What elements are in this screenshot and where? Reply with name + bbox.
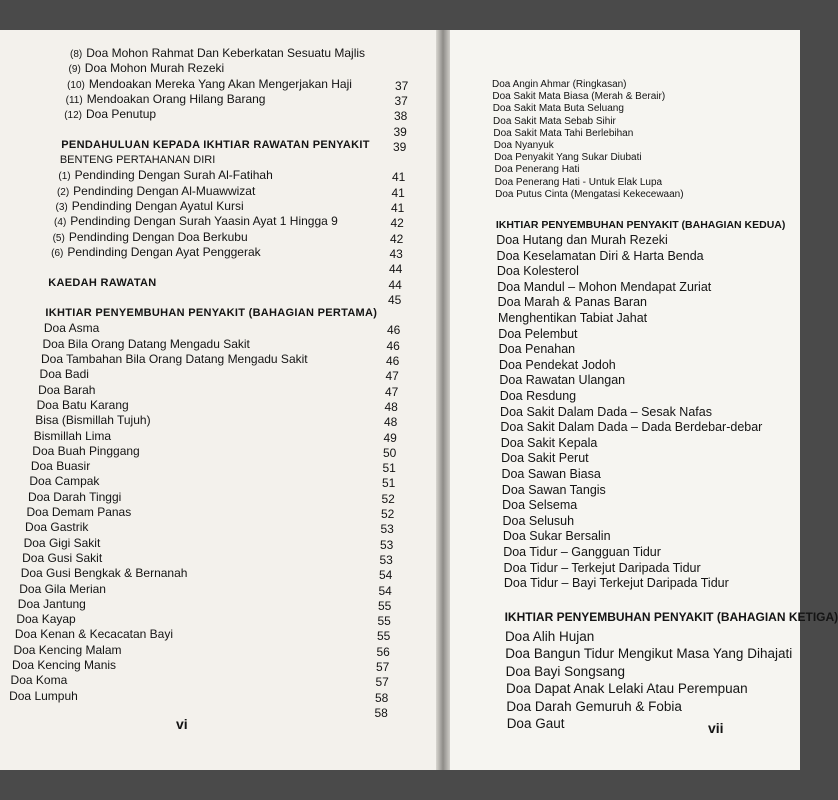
entry-title: BENTENG PERTAHANAN DIRI	[59, 154, 216, 167]
entry-page-number: 51	[382, 461, 396, 476]
entry-page-number: 58	[375, 690, 389, 705]
entry-page-number: 42	[390, 216, 404, 231]
toc-entry: Doa Rawatan Ulangan	[499, 373, 626, 388]
toc-entry: Doa Sakit Dalam Dada – Dada Berdebar-debar	[500, 420, 763, 435]
entry-number: (6)	[51, 247, 64, 259]
entry-title: Doa Mohon Rahmat Dan Keberkatan Sesuatu Majlis	[86, 46, 366, 60]
toc-entry: Doa Penerang Hati - Untuk Elak Lupa	[494, 176, 663, 188]
entry-page-number: 38	[394, 109, 408, 124]
entry-page-number: 52	[381, 507, 395, 521]
entry-title: Pendinding Dengan Al-Muawwizat	[73, 183, 256, 198]
page-number-right: vii	[708, 720, 724, 736]
toc-entry: Doa Sakit Mata Sebab Sihir	[493, 115, 616, 127]
toc-entry	[16, 612, 75, 626]
toc-entry: Doa Selusuh	[502, 513, 575, 528]
toc-entry	[41, 352, 308, 366]
toc-entry: Doa Marah & Panas Baran	[497, 295, 647, 310]
toc-entry: Doa Bayi Songsang	[505, 663, 625, 679]
toc-entry: Doa Putus Cinta (Mengatasi Kekecewaan)	[495, 188, 684, 200]
toc-entry	[18, 597, 86, 611]
entry-title: KAEDAH RAWATAN	[48, 276, 157, 289]
section-heading: IKHTIAR PENYEMBUHAN PENYAKIT (BAHAGIAN KEDUA)	[495, 219, 786, 231]
entry-number: (1)	[58, 171, 71, 183]
toc-entry	[11, 673, 68, 687]
entry-page-number: 41	[392, 170, 406, 185]
entry-title: Doa Jantung	[17, 596, 86, 611]
entry-page-number: 37	[395, 78, 409, 93]
entry-title: Pendinding Dengan Ayat Penggerak	[67, 244, 261, 259]
entry-page-number: 48	[384, 415, 398, 430]
entry-title: Doa Buasir	[30, 459, 91, 474]
entry-number: (4)	[54, 217, 67, 229]
toc-entry	[58, 168, 272, 184]
right-page	[446, 30, 838, 770]
entry-title: Doa Gila Merian	[19, 581, 106, 596]
toc-entry: Doa Hutang dan Murah Rezeki	[496, 233, 668, 247]
entry-page-number: 55	[378, 598, 392, 613]
toc-entry: Doa Gaut	[506, 716, 565, 732]
entry-title: Pendinding Dengan Surah Al-Fatihah	[74, 168, 273, 183]
toc-entry: Doa Tidur – Terkejut Daripada Tidur	[503, 560, 701, 575]
entry-title: Pendinding Dengan Surah Yaasin Ayat 1 Hingga 9	[70, 214, 338, 229]
entry-title: Doa Asma	[43, 321, 100, 336]
toc-entry: Doa Dapat Anak Lelaki Atau Perempuan	[506, 681, 748, 697]
toc-entry	[60, 153, 215, 167]
toc-entry	[61, 138, 369, 152]
toc-entry: Doa Mandul – Mohon Mendapat Zuriat	[497, 279, 712, 294]
entry-title: Mendoakan Mereka Yang Akan Mengerjakan Haji	[88, 76, 352, 91]
entry-page-number: 46	[387, 323, 401, 338]
toc-entry: Doa Penerang Hati	[494, 164, 580, 176]
book-spread	[0, 30, 838, 770]
entry-number: (5)	[52, 232, 65, 244]
entry-page-number: 55	[377, 614, 391, 629]
toc-entry: Doa Nyanyuk	[493, 140, 554, 151]
entry-page-number: 53	[380, 522, 394, 537]
entry-number: (9)	[68, 64, 81, 76]
entry-number: (11)	[65, 94, 83, 106]
toc-entry	[67, 77, 352, 93]
toc-entry	[9, 689, 78, 703]
entry-page-number: 44	[388, 277, 402, 292]
entry-page-number: 57	[376, 660, 390, 674]
entry-page-number: 49	[383, 430, 397, 445]
toc-entry	[70, 46, 365, 62]
toc-entry	[12, 658, 116, 672]
entry-title: PENDAHULUAN KEPADA IKHTIAR RAWATAN PENYAKIT	[61, 138, 370, 151]
entry-title: Pendinding Dengan Doa Berkubu	[68, 229, 248, 244]
toc-entry: Doa Sakit Mata Buta Seluang	[492, 103, 624, 115]
left-page	[0, 30, 442, 770]
toc-entry: Doa Sawan Tangis	[501, 482, 606, 497]
entry-page-number: 57	[375, 675, 389, 690]
entry-page-number: 42	[390, 231, 404, 246]
toc-entry: Doa Sawan Biasa	[501, 467, 601, 481]
entry-page-number: 54	[378, 583, 392, 598]
toc-entry	[37, 398, 129, 412]
toc-entry: Doa Pelembut	[498, 326, 578, 341]
toc-entry: Doa Tidur – Bayi Terkejut Daripada Tidur	[503, 576, 729, 591]
entry-title: Doa Kencing Manis	[12, 658, 117, 672]
entry-title: Doa Penutup	[85, 107, 157, 122]
entry-title: Doa Bila Orang Datang Mengadu Sakit	[42, 336, 250, 351]
entry-page-number: 37	[394, 93, 408, 108]
toc-entry: Doa Sakit Mata Tahi Berlebihan	[493, 127, 634, 139]
entry-page-number: 41	[391, 201, 405, 215]
entry-page-number: 39	[393, 139, 407, 154]
toc-entry	[35, 413, 150, 427]
toc-entry: Doa Sakit Kepala	[500, 435, 598, 450]
entry-page-number: 55	[377, 629, 391, 644]
toc-entry	[24, 536, 101, 550]
toc-entry	[28, 490, 121, 504]
entry-page-number: 52	[381, 491, 395, 506]
toc-entry: Doa Resdung	[499, 389, 577, 403]
entry-title: Doa Koma	[10, 673, 68, 688]
toc-entry: Doa Selsema	[502, 498, 578, 513]
entry-number: (2)	[56, 186, 70, 198]
entry-title: Doa Kenan & Kecacatan Bayi	[14, 627, 173, 642]
entry-page-number: 47	[385, 384, 399, 399]
entry-title: Doa Mohon Murah Rezeki	[84, 61, 225, 76]
toc-entry	[64, 107, 156, 123]
entry-title: Doa Campak	[29, 474, 100, 489]
toc-entry: Doa Sakit Perut	[501, 451, 589, 466]
toc-entry: Menghentikan Tabiat Jahat	[497, 311, 648, 325]
toc-entry	[66, 92, 266, 108]
entry-title: Doa Darah Tinggi	[27, 489, 122, 504]
toc-entry	[19, 582, 106, 596]
toc-entry: Doa Penahan	[498, 342, 576, 357]
toc-entry	[21, 566, 188, 580]
entry-page-number: 54	[379, 568, 393, 583]
entry-number: (10)	[67, 79, 85, 91]
entry-page-number: 44	[389, 262, 403, 277]
toc-entry	[48, 276, 156, 290]
entry-title: Mendoakan Orang Hilang Barang	[86, 91, 266, 106]
toc-entry: Doa Alih Hujan	[504, 628, 595, 644]
toc-entry: Doa Kolesterol	[496, 264, 579, 279]
toc-entry: Doa Sakit Mata Biasa (Merah & Berair)	[492, 91, 666, 103]
entry-title: Doa Kayap	[16, 612, 76, 627]
entry-title: Bisa (Bismillah Tujuh)	[35, 413, 151, 428]
toc-entry: Doa Penyakit Yang Sukar Diubati	[494, 152, 642, 164]
entry-page-number: 41	[391, 185, 405, 200]
entry-title: Doa Gusi Bengkak & Bernanah	[20, 566, 188, 581]
entry-page-number: 56	[376, 644, 390, 659]
entry-title: Doa Gusi Sakit	[22, 550, 103, 565]
toc-entry: Doa Angin Ahmar (Ringkasan)	[492, 79, 627, 90]
entry-page-number: 50	[383, 445, 397, 460]
toc-entry	[40, 367, 89, 381]
entry-title: Doa Lumpuh	[9, 688, 78, 703]
toc-entry: Doa Tidur – Gangguan Tidur	[503, 545, 661, 559]
entry-title: Bismillah Lima	[33, 428, 112, 443]
entry-number: (8)	[70, 49, 83, 60]
toc-entry	[32, 444, 139, 458]
toc-entry	[29, 474, 99, 488]
toc-entry: Doa Sukar Bersalin	[502, 529, 611, 544]
entry-page-number: 43	[389, 246, 403, 261]
entry-page-number: 47	[385, 369, 399, 384]
entry-number: (12)	[64, 110, 82, 122]
entry-title: IKHTIAR PENYEMBUHAN PENYAKIT (BAHAGIAN PERTAMA)	[45, 307, 378, 320]
toc-entry	[25, 520, 88, 534]
entry-title: Doa Gigi Sakit	[23, 535, 101, 550]
toc-entry	[56, 199, 244, 215]
entry-number: (3)	[55, 202, 68, 213]
entry-page-number: 53	[379, 552, 393, 567]
toc-entry	[34, 429, 111, 443]
entry-page-number: 46	[386, 354, 400, 368]
toc-entry	[51, 245, 261, 261]
entry-page-number: 58	[374, 705, 388, 720]
entry-title: Doa Tambahan Bila Orang Datang Mengadu Sakit	[41, 352, 308, 366]
toc-entry	[69, 61, 225, 77]
entry-page-number: 51	[382, 476, 396, 491]
page-number-left: vi	[176, 716, 188, 732]
toc-entry	[27, 505, 132, 519]
book-gutter	[436, 30, 450, 770]
toc-entry	[38, 383, 95, 397]
toc-entry: Doa Pendekat Jodoh	[499, 357, 616, 372]
section-heading: IKHTIAR PENYEMBUHAN PENYAKIT (BAHAGIAN KETIGA)	[504, 609, 838, 624]
toc-entry: Doa Darah Gemuruh & Fobia	[506, 698, 682, 714]
entry-page-number: 45	[388, 292, 402, 307]
entry-title: Doa Batu Karang	[36, 397, 129, 412]
toc-entry	[31, 459, 90, 473]
entry-page-number: 39	[393, 124, 407, 139]
toc-entry	[45, 306, 377, 320]
entry-title: Doa Gastrik	[25, 520, 89, 535]
toc-entry	[22, 551, 102, 565]
toc-entry	[57, 184, 255, 200]
toc-entry	[54, 214, 338, 230]
entry-title: Doa Buah Pinggang	[32, 443, 140, 458]
toc-entry	[42, 337, 249, 351]
toc-entry: Doa Bangun Tidur Mengikut Masa Yang Dihajati	[505, 646, 793, 662]
entry-page-number: 46	[386, 338, 400, 353]
entry-page-number: 48	[384, 399, 398, 414]
entry-title: Pendinding Dengan Ayatul Kursi	[71, 199, 244, 213]
toc-entry	[15, 627, 173, 641]
entry-title: Doa Demam Panas	[26, 505, 132, 519]
entry-title: Doa Badi	[39, 367, 89, 382]
toc-entry	[44, 321, 99, 335]
toc-entry: Doa Keselamatan Diri & Harta Benda	[496, 248, 704, 263]
toc-entry: Doa Sakit Dalam Dada – Sesak Nafas	[500, 404, 712, 419]
entry-page-number: 53	[380, 537, 394, 552]
toc-entry	[13, 643, 121, 657]
entry-title: Doa Kencing Malam	[13, 642, 122, 657]
toc-entry	[53, 230, 248, 246]
entry-title: Doa Barah	[38, 382, 96, 397]
